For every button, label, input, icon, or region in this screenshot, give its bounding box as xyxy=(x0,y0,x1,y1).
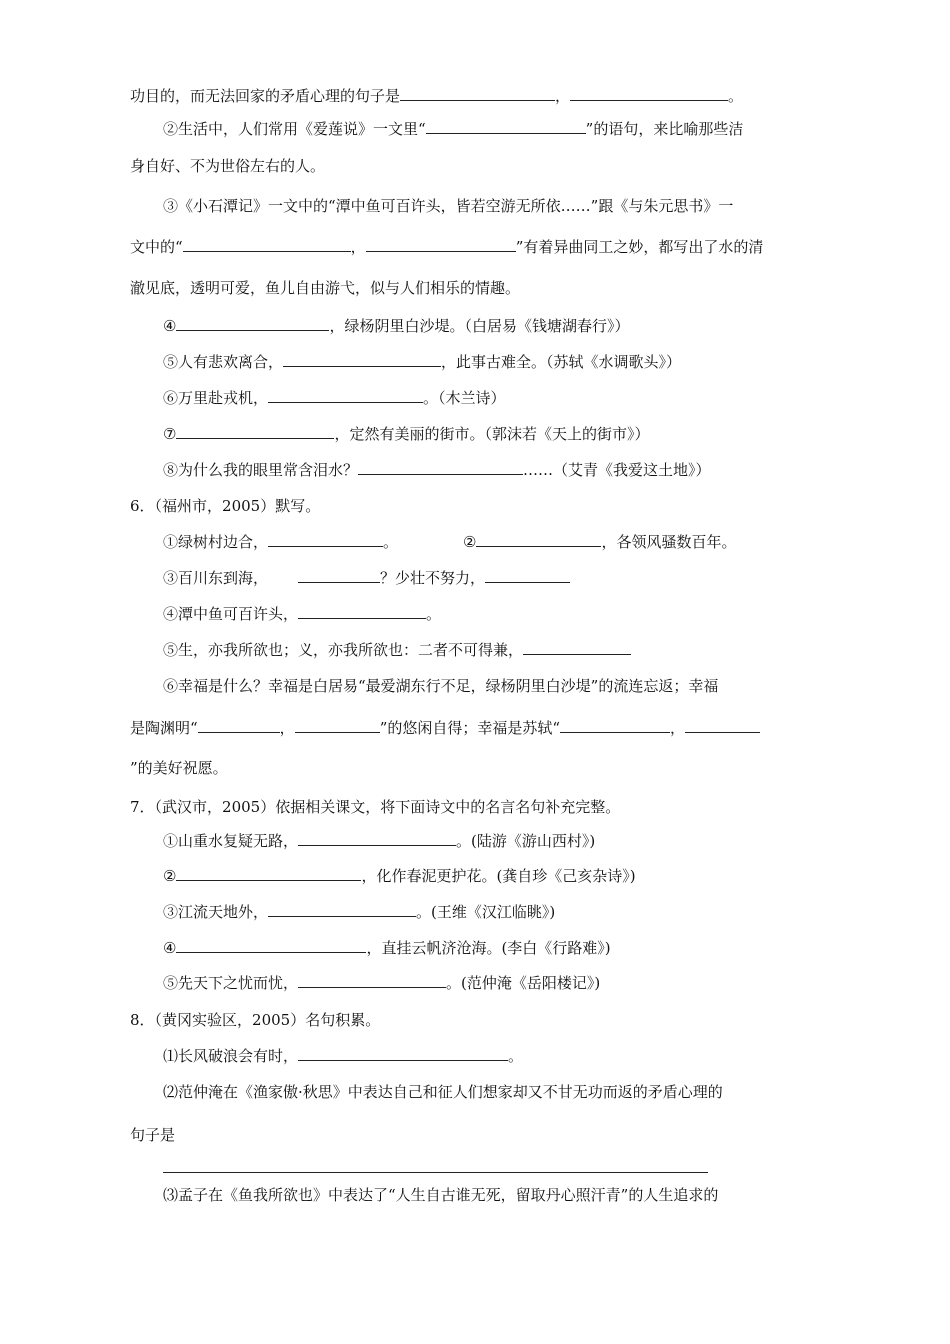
line-text: ② xyxy=(463,533,477,551)
line-text: ，直挂云帆济沧海。(李白《行路难》) xyxy=(366,939,611,957)
fill-in-blank[interactable] xyxy=(298,568,380,583)
text-line xyxy=(130,278,520,298)
line-text: ，此事古难全。（苏轼《水调歌头》） xyxy=(441,353,682,371)
fill-in-blank[interactable] xyxy=(176,938,366,953)
text-line xyxy=(163,831,595,851)
text-line xyxy=(163,973,600,993)
text-line xyxy=(463,532,736,552)
fill-in-blank[interactable] xyxy=(560,718,670,733)
line-text: ， xyxy=(350,238,366,256)
line-text: 6．（福州市，2005）默写。 xyxy=(130,497,321,515)
line-text: ，各领风骚数百年。 xyxy=(601,533,737,551)
answer-blank-line xyxy=(163,1172,708,1173)
fill-in-blank[interactable] xyxy=(485,568,570,583)
fill-in-blank[interactable] xyxy=(298,1046,508,1061)
text-line xyxy=(163,1082,723,1102)
line-text: 功目的，而无法回家的矛盾心理的句子是 xyxy=(130,87,401,105)
line-text: ①山重水复疑无路， xyxy=(163,832,299,850)
text-line xyxy=(130,86,743,106)
fill-in-blank[interactable] xyxy=(298,604,426,619)
line-text: 。(陆游《游山西村》) xyxy=(456,832,596,850)
fill-in-blank[interactable] xyxy=(268,388,423,403)
fill-in-blank[interactable] xyxy=(298,973,446,988)
fill-in-blank[interactable] xyxy=(400,86,555,101)
fill-in-blank[interactable] xyxy=(298,831,456,846)
fill-in-blank[interactable] xyxy=(283,352,441,367)
fill-in-blank[interactable] xyxy=(176,866,361,881)
line-text: ①绿树村边合， xyxy=(163,533,269,551)
line-text: ⑤生，亦我所欲也；义，亦我所欲也：二者不可得兼， xyxy=(163,641,524,659)
line-text: ④ xyxy=(163,317,177,335)
fill-in-blank[interactable] xyxy=(523,640,631,655)
text-line xyxy=(130,156,325,176)
text-line xyxy=(163,424,649,444)
fill-in-blank[interactable] xyxy=(295,718,380,733)
line-text: ③百川东到海， xyxy=(163,569,269,587)
line-text: ⑴长风破浪会有时， xyxy=(163,1047,299,1065)
line-text: ② xyxy=(163,867,177,885)
line-text: 。(范仲淹《岳阳楼记》) xyxy=(446,974,601,992)
line-text: ”的悠闲自得；幸福是苏轼“ xyxy=(379,719,561,737)
line-text: 8．（黄冈实验区，2005）名句积累。 xyxy=(130,1011,381,1029)
line-text: ④潭中鱼可百许头， xyxy=(163,605,299,623)
line-text: ”的语句，来比喻那些洁 xyxy=(585,120,744,138)
text-line xyxy=(130,496,320,516)
text-line xyxy=(130,1125,175,1145)
text-line xyxy=(130,718,760,738)
fill-in-blank[interactable] xyxy=(176,424,334,439)
text-line xyxy=(163,460,711,480)
text-line xyxy=(130,1010,380,1030)
fill-in-blank[interactable] xyxy=(476,532,601,547)
text-line xyxy=(163,938,611,958)
fill-in-blank[interactable] xyxy=(183,237,351,252)
line-text: ”有着异曲同工之妙，都写出了水的清 xyxy=(515,238,764,256)
text-line xyxy=(130,237,763,257)
line-text: 。 xyxy=(426,605,442,623)
text-line xyxy=(163,568,570,588)
line-text: 是陶渊明“ xyxy=(130,719,198,737)
line-text: ⑵范仲淹在《渔家傲·秋思》中表达自己和征人们想家却又不甘无功而返的矛盾心理的 xyxy=(163,1083,723,1101)
line-text: ，定然有美丽的街市。（郭沫若《天上的街市》） xyxy=(334,425,650,443)
fill-in-blank[interactable] xyxy=(268,532,383,547)
text-line xyxy=(163,532,398,552)
text-line xyxy=(163,676,718,696)
line-text: ，化作春泥更护花。(龚自珍《己亥杂诗》) xyxy=(361,867,636,885)
fill-in-blank[interactable] xyxy=(176,316,329,331)
text-line xyxy=(163,119,743,139)
text-line xyxy=(163,866,636,886)
line-text: ？少壮不努力， xyxy=(380,569,486,587)
line-text: ，绿杨阴里白沙堤。（白居易《钱塘湖春行》） xyxy=(329,317,630,335)
line-text: 7．（武汉市，2005）依据相关课文，将下面诗文中的名言名句补充完整。 xyxy=(130,798,621,816)
line-text: ⑦ xyxy=(163,425,177,443)
line-text: ⑧为什么我的眼里常含泪水？ xyxy=(163,461,359,479)
line-text: ……（艾青《我爱这土地》） xyxy=(523,461,711,479)
line-text: ⑥万里赴戎机， xyxy=(163,389,269,407)
text-line xyxy=(163,1046,523,1066)
line-text: 。 xyxy=(383,533,399,551)
line-text: ②生活中，人们常用《爱莲说》一文里“ xyxy=(163,120,426,138)
text-line xyxy=(130,797,620,817)
line-text: 。 xyxy=(508,1047,524,1065)
fill-in-blank[interactable] xyxy=(426,119,586,134)
text-line xyxy=(163,352,681,372)
line-text: ⑤人有悲欢离合， xyxy=(163,353,284,371)
line-text: 。 xyxy=(728,87,744,105)
line-text: ”的美好祝愿。 xyxy=(130,759,228,777)
text-line xyxy=(163,196,733,216)
line-text: ， xyxy=(555,87,571,105)
line-text: 文中的“ xyxy=(130,238,183,256)
fill-in-blank[interactable] xyxy=(570,86,728,101)
line-text: ， xyxy=(279,719,295,737)
line-text: ④ xyxy=(163,939,177,957)
line-text: ③江流天地外， xyxy=(163,903,269,921)
line-text: 句子是 xyxy=(130,1126,176,1144)
fill-in-blank[interactable] xyxy=(198,718,280,733)
line-text: ， xyxy=(670,719,686,737)
line-text: 。(王维《汉江临眺》) xyxy=(416,903,556,921)
text-line xyxy=(163,604,441,624)
text-line xyxy=(130,758,228,778)
fill-in-blank[interactable] xyxy=(366,237,516,252)
text-line xyxy=(163,1185,718,1205)
fill-in-blank[interactable] xyxy=(358,460,523,475)
text-line xyxy=(163,388,506,408)
line-text: 。（木兰诗） xyxy=(423,389,506,407)
text-line xyxy=(163,316,629,336)
line-text: ⑶孟子在《鱼我所欲也》中表达了“人生自古谁无死，留取丹心照汗青”的人生追求的 xyxy=(163,1186,719,1204)
line-text: 澈见底，透明可爱，鱼儿自由游弋，似与人们相乐的情趣。 xyxy=(130,279,521,297)
fill-in-blank[interactable] xyxy=(268,902,416,917)
line-text: ⑤先天下之忧而忧， xyxy=(163,974,299,992)
line-text: 身自好、不为世俗左右的人。 xyxy=(130,157,326,175)
line-text: ⑥幸福是什么？幸福是白居易“最爱湖东行不足，绿杨阴里白沙堤”的流连忘返；幸福 xyxy=(163,677,719,695)
line-text: ③《小石潭记》一文中的“潭中鱼可百许头，皆若空游无所依……”跟《与朱元思书》一 xyxy=(163,197,734,215)
fill-in-blank[interactable] xyxy=(685,718,760,733)
text-line xyxy=(163,902,555,922)
text-line xyxy=(163,640,631,660)
